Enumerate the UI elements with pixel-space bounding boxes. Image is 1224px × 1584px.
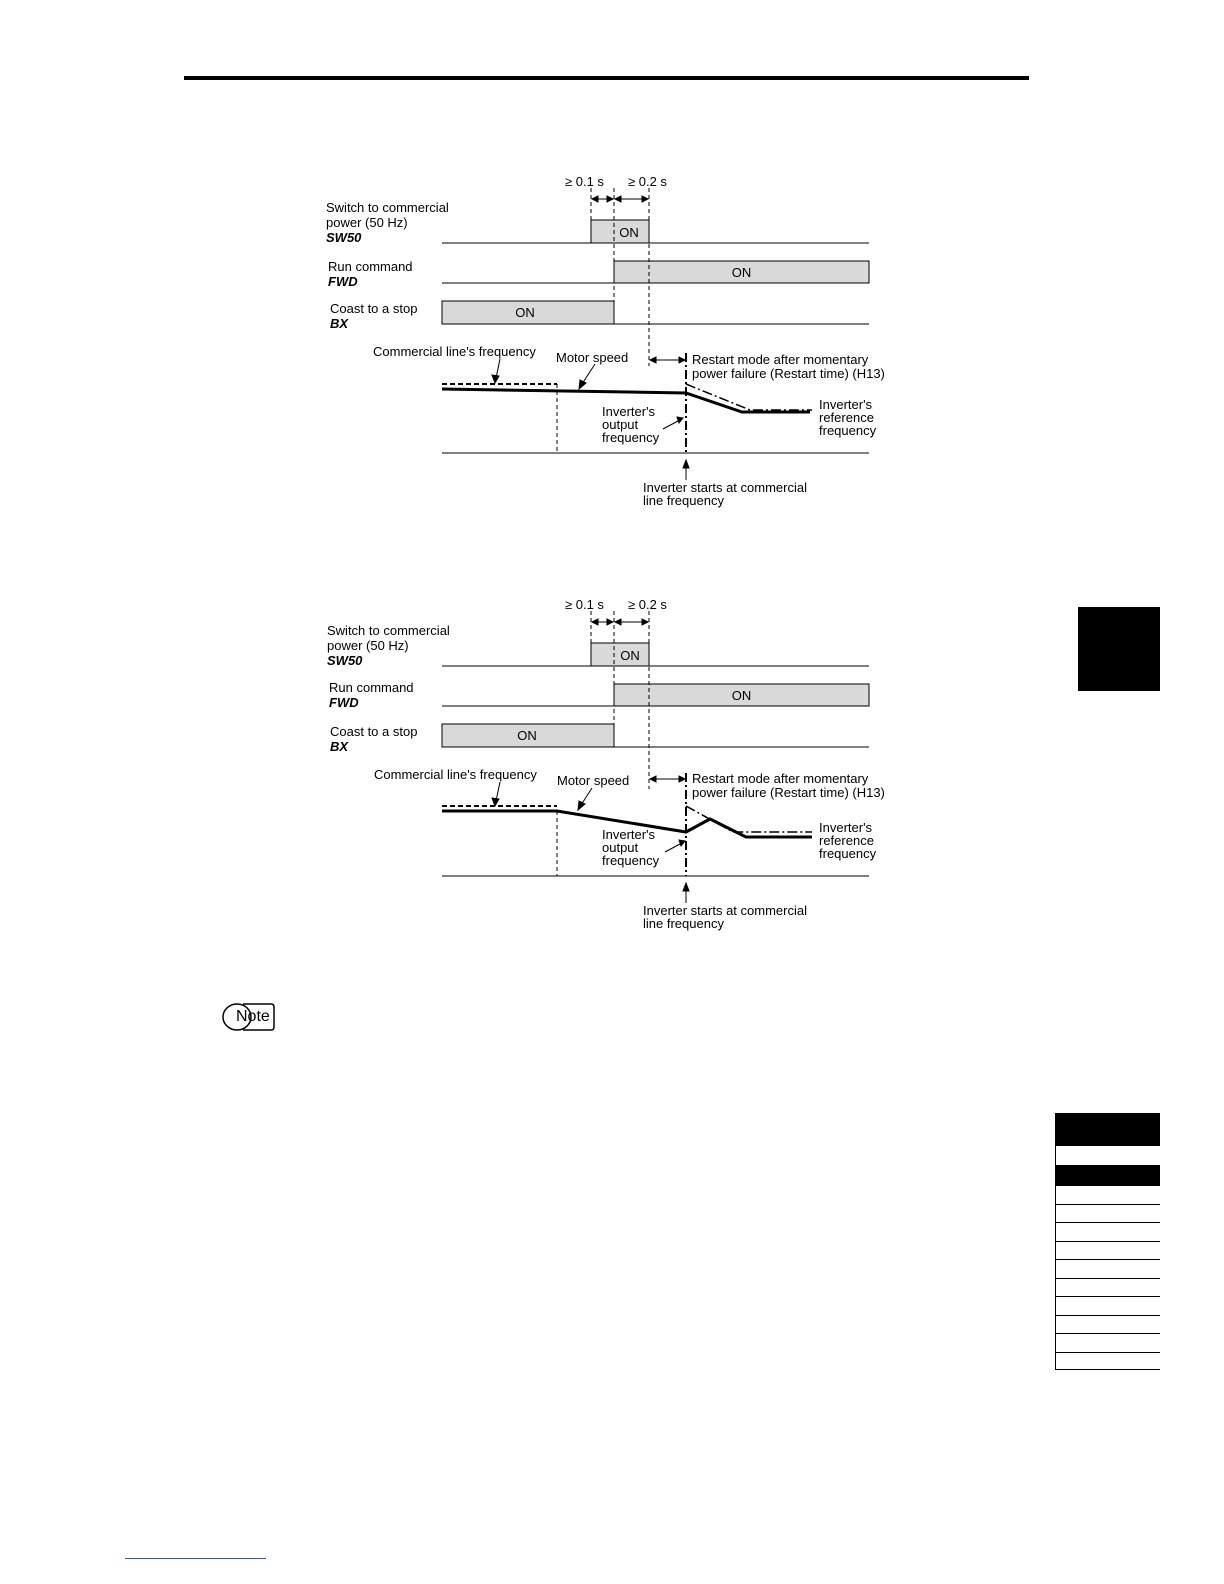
output-frequency-line3: frequency bbox=[602, 853, 660, 868]
reference-frequency-line2: reference bbox=[819, 410, 874, 425]
bx-signal: BX bbox=[330, 316, 349, 331]
output-frequency-line1: Inverter's bbox=[602, 404, 656, 419]
pointer-output bbox=[665, 844, 680, 852]
sw50-label-line2: power (50 Hz) bbox=[326, 215, 408, 230]
output-frequency-line2: output bbox=[602, 417, 639, 432]
bx-label: Coast to a stop bbox=[330, 724, 418, 739]
reference-frequency-line1: Inverter's bbox=[819, 397, 873, 412]
interval-a-label: ≥ 0.1 s bbox=[565, 174, 604, 189]
header-rule bbox=[184, 76, 1029, 80]
sw50-signal: SW50 bbox=[327, 653, 363, 668]
reference-frequency-curve bbox=[686, 806, 812, 832]
fwd-label: Run command bbox=[329, 680, 414, 695]
reference-frequency-line2: reference bbox=[819, 833, 874, 848]
reference-frequency-line1: Inverter's bbox=[819, 820, 873, 835]
restart-label-line2: power failure (Restart time) (H13) bbox=[692, 785, 885, 800]
reference-frequency-line3: frequency bbox=[819, 423, 877, 438]
side-index-tab[interactable] bbox=[1055, 1352, 1160, 1370]
starts-label-line2: line frequency bbox=[643, 916, 724, 931]
reference-frequency-curve bbox=[686, 384, 812, 410]
side-index-tab[interactable] bbox=[1055, 1333, 1160, 1352]
restart-label-line1: Restart mode after momentary bbox=[692, 771, 869, 786]
pointer-motor-speed bbox=[582, 364, 595, 384]
side-index-tab[interactable] bbox=[1055, 1315, 1160, 1333]
side-index-tab[interactable] bbox=[1055, 1241, 1160, 1259]
pointer-output bbox=[663, 421, 678, 429]
side-index-tab[interactable] bbox=[1055, 1165, 1160, 1185]
reference-frequency-line3: frequency bbox=[819, 846, 877, 861]
sw50-signal: SW50 bbox=[326, 230, 362, 245]
side-index-tab[interactable] bbox=[1055, 1185, 1160, 1204]
side-index-tab[interactable] bbox=[1055, 1145, 1160, 1165]
side-index-tab[interactable] bbox=[1055, 1278, 1160, 1296]
side-index-tab[interactable] bbox=[1055, 1204, 1160, 1222]
pointer-commercial bbox=[496, 782, 500, 801]
output-frequency-line1: Inverter's bbox=[602, 827, 656, 842]
bx-signal: BX bbox=[330, 739, 349, 754]
output-frequency-line2: output bbox=[602, 840, 639, 855]
sw50-label-line2: power (50 Hz) bbox=[327, 638, 409, 653]
fwd-on-label: ON bbox=[731, 688, 752, 703]
fwd-signal: FWD bbox=[329, 695, 359, 710]
side-index-tab[interactable] bbox=[1055, 1259, 1160, 1278]
side-index-tab[interactable] bbox=[1055, 1296, 1160, 1315]
timing-diagram-2 bbox=[300, 593, 900, 943]
fwd-label: Run command bbox=[328, 259, 413, 274]
pointer-commercial bbox=[496, 359, 500, 378]
commercial-frequency-label: Commercial line's frequency bbox=[374, 767, 537, 782]
fwd-signal: FWD bbox=[328, 274, 358, 289]
sw50-on-label: ON bbox=[620, 648, 640, 663]
sw50-label-line1: Switch to commercial bbox=[327, 623, 450, 638]
side-index bbox=[1055, 1113, 1160, 1370]
interval-b-label: ≥ 0.2 s bbox=[628, 174, 667, 189]
commercial-frequency-label: Commercial line's frequency bbox=[373, 344, 536, 359]
motor-speed-label: Motor speed bbox=[557, 773, 630, 788]
sw50-label-line1: Switch to commercial bbox=[326, 200, 449, 215]
bx-label: Coast to a stop bbox=[330, 301, 418, 316]
side-index-tab[interactable] bbox=[1055, 1222, 1160, 1241]
interval-a-label: ≥ 0.1 s bbox=[565, 597, 604, 612]
side-index-tab[interactable] bbox=[1055, 1113, 1160, 1145]
output-frequency-line3: frequency bbox=[602, 430, 660, 445]
chapter-tab[interactable] bbox=[1078, 607, 1160, 691]
starts-label-line2: line frequency bbox=[643, 493, 724, 508]
fwd-on-label: ON bbox=[731, 265, 752, 280]
bx-on-label: ON bbox=[517, 728, 537, 743]
bx-on-label: ON bbox=[515, 305, 535, 320]
starts-label-line1: Inverter starts at commercial bbox=[643, 903, 807, 918]
note-badge bbox=[221, 1002, 275, 1032]
footer-link-underline[interactable] bbox=[125, 1558, 266, 1559]
interval-b-label: ≥ 0.2 s bbox=[628, 597, 667, 612]
timing-diagram-1 bbox=[300, 170, 900, 520]
restart-label-line2: power failure (Restart time) (H13) bbox=[692, 366, 885, 381]
starts-label-line1: Inverter starts at commercial bbox=[643, 480, 807, 495]
sw50-on-label: ON bbox=[619, 225, 639, 240]
restart-label-line1: Restart mode after momentary bbox=[692, 352, 869, 367]
note-label: Note bbox=[236, 1008, 270, 1025]
motor-speed-label: Motor speed bbox=[556, 350, 629, 365]
